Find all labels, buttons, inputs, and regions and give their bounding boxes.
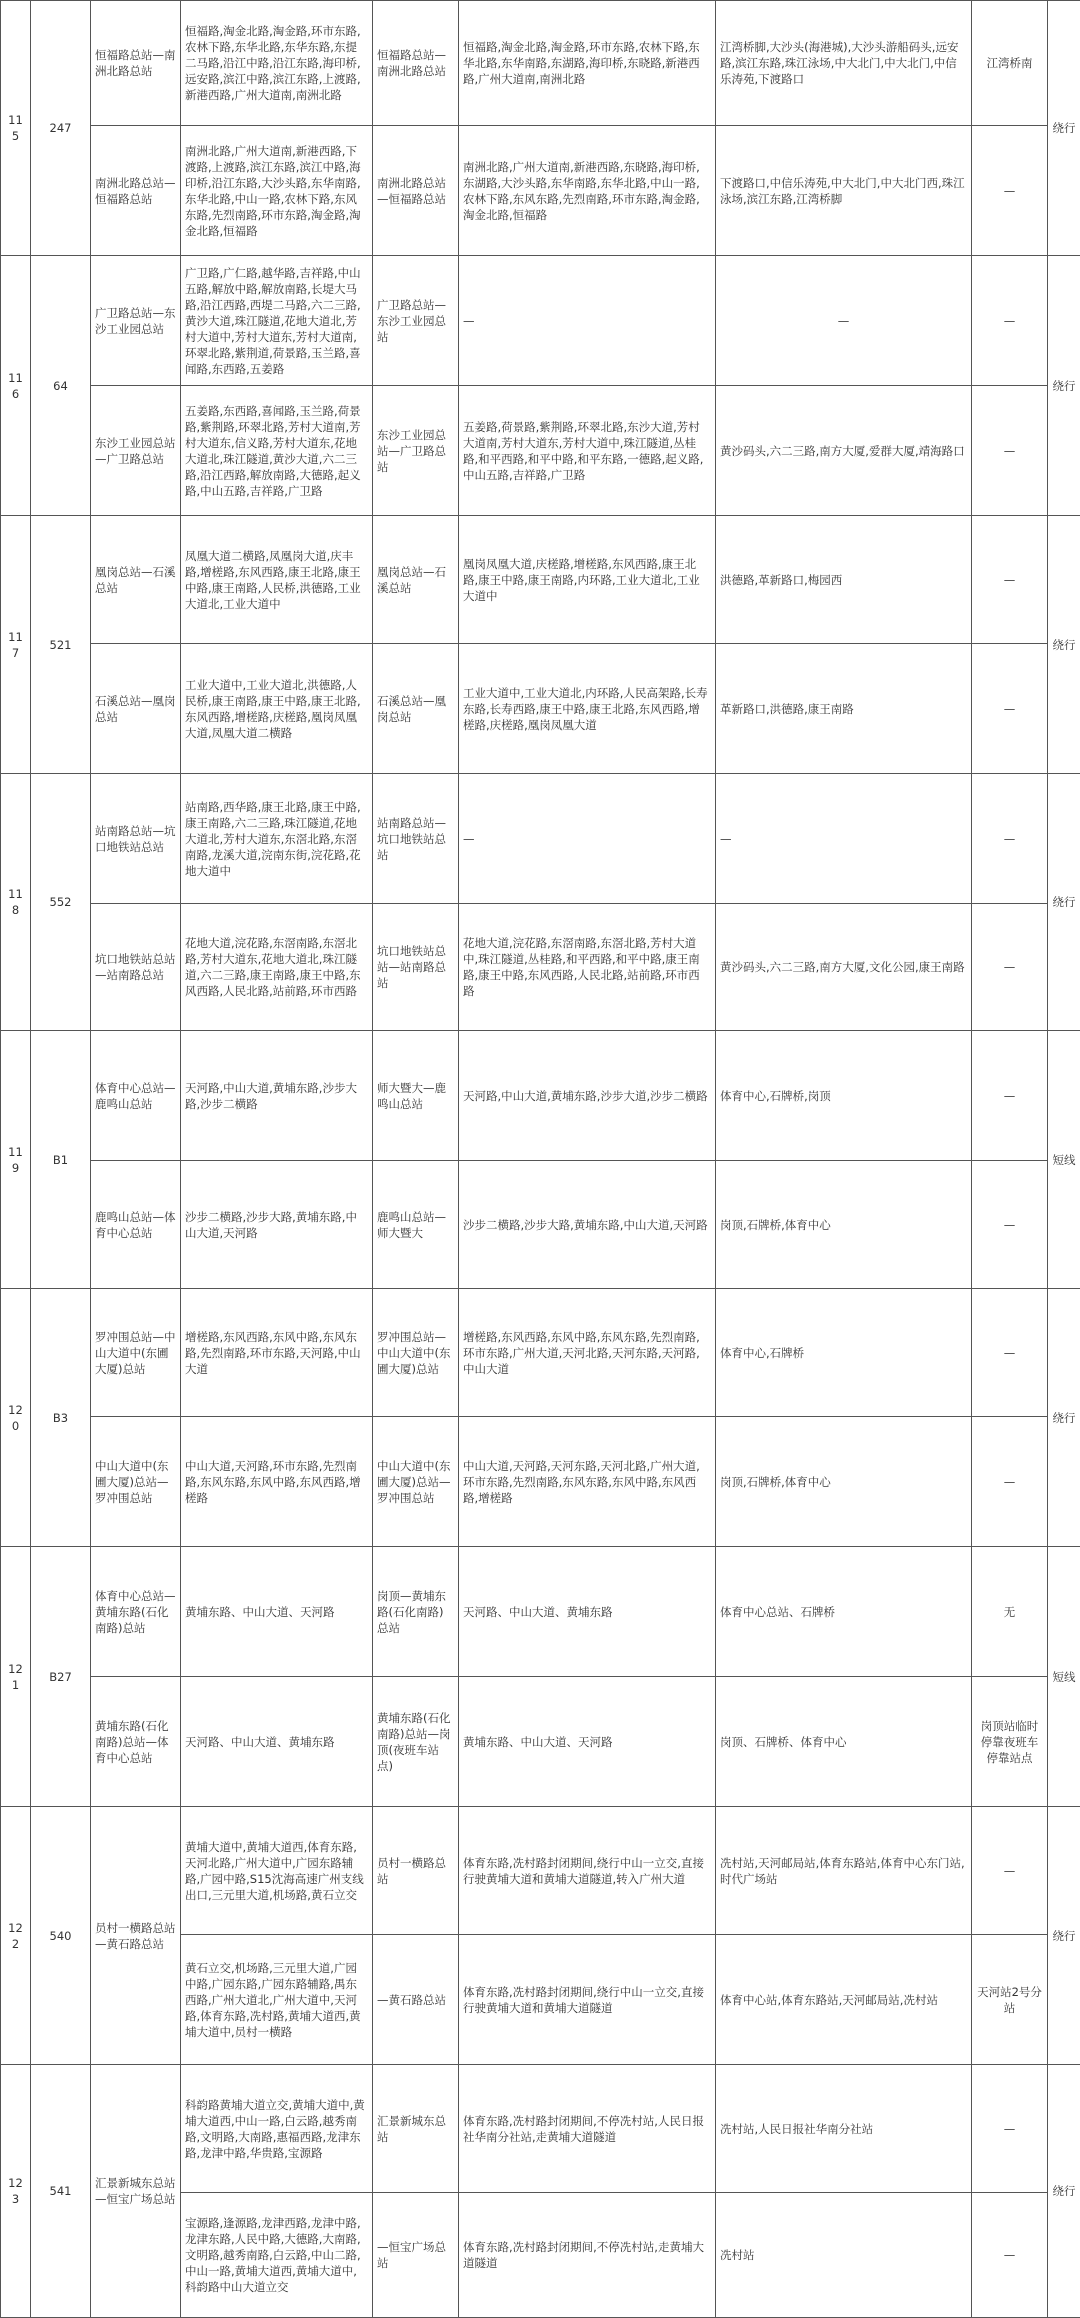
row-number: 122 bbox=[1, 1807, 31, 2065]
adjusted-direction: 东沙工业园总站—广卫路总站 bbox=[373, 386, 459, 516]
route-direction: 中山大道中(东圃大厦)总站—罗冲围总站 bbox=[91, 1417, 181, 1547]
original-route: 科韵路黄埔大道立交,黄埔大道中,黄埔大道西,中山一路,白云路,越秀南路,文明路,大南路,惠福西路,龙津东路,龙津中路,华贵路,宝源路 bbox=[181, 2065, 373, 2193]
original-route: 天河路、中山大道、黄埔东路 bbox=[181, 1677, 373, 1807]
row-number: 121 bbox=[1, 1547, 31, 1807]
original-route: 天河路,中山大道,黄埔东路,沙步大路,沙步二横路 bbox=[181, 1031, 373, 1161]
cancelled-stops: 岗顶,石牌桥,体育中心 bbox=[716, 1161, 972, 1289]
adjusted-direction: 石溪总站—凰岗总站 bbox=[373, 644, 459, 774]
cancelled-stops: 冼村站,天河邮局站,体育东路站,体育中心东门站,时代广场站 bbox=[716, 1807, 972, 1935]
line-number: 540 bbox=[31, 1807, 91, 2065]
table-row bbox=[1, 2065, 1080, 2193]
adjusted-direction: 员村一横路总站 bbox=[373, 1807, 459, 1935]
cancelled-stops: 黄沙码头,六二三路,南方大厦,爱群大厦,靖海路口 bbox=[716, 386, 972, 516]
adjustment-type: 绕行 bbox=[1048, 516, 1080, 774]
route-direction: 体育中心总站—黄埔东路(石化南路)总站 bbox=[91, 1547, 181, 1677]
table-row bbox=[1, 1807, 1080, 1935]
table-row bbox=[1, 126, 1080, 256]
route-direction: 黄埔东路(石化南路)总站—体育中心总站 bbox=[91, 1677, 181, 1807]
table-row bbox=[1, 386, 1080, 516]
route-direction: 恒福路总站—南洲北路总站 bbox=[91, 1, 181, 126]
route-direction: 体育中心总站—鹿鸣山总站 bbox=[91, 1031, 181, 1161]
table-row bbox=[1, 1547, 1080, 1677]
detour-route: 黄埔东路、中山大道、天河路 bbox=[459, 1677, 716, 1807]
table-row bbox=[1, 1161, 1080, 1289]
original-route: 增槎路,东风西路,东风中路,东风东路,先烈南路,环市东路,天河路,中山大道 bbox=[181, 1289, 373, 1417]
original-route: 花地大道,浣花路,东滘南路,东滘北路,芳村大道东,花地大道北,珠江隧道,六二三路,康王南路,康王中路,东风西路,人民北路,站前路,环市西路 bbox=[181, 904, 373, 1031]
remark: — bbox=[972, 386, 1048, 516]
adjusted-direction: 鹿鸣山总站—师大暨大 bbox=[373, 1161, 459, 1289]
detour-route: 体育东路,冼村路封闭期间,不停冼村站,走黄埔大道隧道 bbox=[459, 2193, 716, 2318]
table-row bbox=[1, 1677, 1080, 1807]
cancelled-stops: 下渡路口,中信乐涛苑,中大北门,中大北门西,珠江泳场,滨江东路,江湾桥脚 bbox=[716, 126, 972, 256]
original-route: 沙步二横路,沙步大路,黄埔东路,中山大道,天河路 bbox=[181, 1161, 373, 1289]
original-route: 黄埔东路、中山大道、天河路 bbox=[181, 1547, 373, 1677]
detour-route: 恒福路,淘金北路,淘金路,环市东路,农林下路,东华北路,东华南路,东湖路,海印桥,东晓路,新港西路,广州大道南,南洲北路 bbox=[459, 1, 716, 126]
cancelled-stops: 体育中心,石牌桥 bbox=[716, 1289, 972, 1417]
adjustment-type: 绕行 bbox=[1048, 774, 1080, 1031]
route-direction: 凰岗总站—石溪总站 bbox=[91, 516, 181, 644]
line-number: 521 bbox=[31, 516, 91, 774]
row-number: 123 bbox=[1, 2065, 31, 2318]
line-number: 247 bbox=[31, 1, 91, 256]
row-number: 120 bbox=[1, 1289, 31, 1547]
remark: 岗顶站临时停靠夜班车停靠站点 bbox=[972, 1677, 1048, 1807]
adjusted-direction: 师大暨大—鹿鸣山总站 bbox=[373, 1031, 459, 1161]
remark: — bbox=[972, 2065, 1048, 2193]
adjusted-direction: 中山大道中(东圃大厦)总站—罗冲围总站 bbox=[373, 1417, 459, 1547]
adjusted-direction: 岗顶—黄埔东路(石化南路)总站 bbox=[373, 1547, 459, 1677]
cancelled-stops: 岗顶,石牌桥,体育中心 bbox=[716, 1417, 972, 1547]
table-row bbox=[1, 774, 1080, 904]
row-number: 119 bbox=[1, 1031, 31, 1289]
cancelled-stops: 黄沙码头,六二三路,南方大厦,文化公园,康王南路 bbox=[716, 904, 972, 1031]
adjustment-type: 绕行 bbox=[1048, 256, 1080, 516]
route-direction: 站南路总站—坑口地铁站总站 bbox=[91, 774, 181, 904]
table-row bbox=[1, 256, 1080, 386]
remark: — bbox=[972, 774, 1048, 904]
line-number: B27 bbox=[31, 1547, 91, 1807]
adjusted-direction: —恒宝广场总站 bbox=[373, 2193, 459, 2318]
cancelled-stops: 革新路口,洪德路,康王南路 bbox=[716, 644, 972, 774]
cancelled-stops: 岗顶、石牌桥、体育中心 bbox=[716, 1677, 972, 1807]
table-row bbox=[1, 1, 1080, 126]
remark: — bbox=[972, 516, 1048, 644]
line-number: 64 bbox=[31, 256, 91, 516]
original-route: 凤凰大道二横路,凤凰岗大道,庆丰路,增槎路,东风西路,康王北路,康王中路,康王南路,人民桥,洪德路,工业大道北,工业大道中 bbox=[181, 516, 373, 644]
route-direction: 员村一横路总站—黄石路总站 bbox=[91, 1807, 181, 2065]
remark: — bbox=[972, 2193, 1048, 2318]
route-direction: 坑口地铁站总站—站南路总站 bbox=[91, 904, 181, 1031]
remark: — bbox=[972, 1031, 1048, 1161]
detour-route: 南洲北路,广州大道南,新港西路,东晓路,海印桥,东湖路,大沙头路,东华南路,东华北路,中山一路,农林下路,东风东路,先烈南路,环市东路,淘金路,淘金北路,恒福路 bbox=[459, 126, 716, 256]
detour-route: 沙步二横路,沙步大路,黄埔东路,中山大道,天河路 bbox=[459, 1161, 716, 1289]
original-route: 中山大道,天河路,环市东路,先烈南路,东风东路,东风中路,东风西路,增槎路 bbox=[181, 1417, 373, 1547]
cancelled-stops: 江湾桥脚,大沙头(海港城),大沙头游船码头,远安路,滨江东路,珠江泳场,中大北门,中大北门,中信乐涛苑,下渡路口 bbox=[716, 1, 972, 126]
cancelled-stops: 冼村站 bbox=[716, 2193, 972, 2318]
remark: — bbox=[972, 1289, 1048, 1417]
adjusted-direction: 黄埔东路(石化南路)总站—岗顶(夜班车站点) bbox=[373, 1677, 459, 1807]
adjusted-direction: 汇景新城东总站 bbox=[373, 2065, 459, 2193]
original-route: 工业大道中,工业大道北,洪德路,人民桥,康王南路,康王中路,康王北路,东风西路,增槎路,庆槎路,凰岗凤凰大道,凤凰大道二横路 bbox=[181, 644, 373, 774]
route-direction: 鹿鸣山总站—体育中心总站 bbox=[91, 1161, 181, 1289]
adjusted-direction: 坑口地铁站总站—站南路总站 bbox=[373, 904, 459, 1031]
remark: — bbox=[972, 904, 1048, 1031]
detour-route: 天河路、中山大道、黄埔东路 bbox=[459, 1547, 716, 1677]
line-number: B1 bbox=[31, 1031, 91, 1289]
detour-route: 工业大道中,工业大道北,内环路,人民高架路,长寿东路,长寿西路,康王中路,康王北路,东风西路,增槎路,庆槎路,凰岗凤凰大道 bbox=[459, 644, 716, 774]
original-route: 站南路,西华路,康王北路,康王中路,康王南路,六二三路,珠江隧道,花地大道北,芳村大道东,东滘北路,东滘南路,龙溪大道,浣南东街,浣花路,花地大道中 bbox=[181, 774, 373, 904]
original-route: 五姜路,东西路,喜闻路,玉兰路,荷景路,紫荆路,环翠北路,芳村大道南,芳村大道东,信义路,芳村大道东,花地大道北,珠江隧道,黄沙大道,六二三路,沿江西路,解放南路,大德路,起义路,中山五路,吉祥路,广卫路 bbox=[181, 386, 373, 516]
adjusted-direction: 凰岗总站—石溪总站 bbox=[373, 516, 459, 644]
row-number: 115 bbox=[1, 1, 31, 256]
adjustment-type: 短线 bbox=[1048, 1547, 1080, 1807]
detour-route: 体育东路,冼村路封闭期间,绕行中山一立交,直接行驶黄埔大道和黄埔大道隧道,转入广州大道 bbox=[459, 1807, 716, 1935]
adjustment-type: 短线 bbox=[1048, 1031, 1080, 1289]
detour-route: — bbox=[459, 774, 716, 904]
route-direction: 罗冲围总站—中山大道中(东圃大厦)总站 bbox=[91, 1289, 181, 1417]
detour-route: 凰岗凤凰大道,庆槎路,增槎路,东风西路,康王北路,康王中路,康王南路,内环路,工业大道北,工业大道中 bbox=[459, 516, 716, 644]
remark: — bbox=[972, 1161, 1048, 1289]
adjusted-direction: 恒福路总站—南洲北路总站 bbox=[373, 1, 459, 126]
cancelled-stops: 冼村站,人民日报社华南分社站 bbox=[716, 2065, 972, 2193]
remark: 无 bbox=[972, 1547, 1048, 1677]
original-route: 黄石立交,机场路,三元里大道,广园中路,广园东路,广园东路辅路,禺东西路,广州大道北,广州大道中,天河路,体育东路,冼村路,黄埔大道西,黄埔大道中,员村一横路 bbox=[181, 1935, 373, 2065]
table-row bbox=[1, 904, 1080, 1031]
detour-route: 体育东路,冼村路封闭期间,不停冼村站,人民日报社华南分社站,走黄埔大道隧道 bbox=[459, 2065, 716, 2193]
detour-route: 花地大道,浣花路,东滘南路,东滘北路,芳村大道中,珠江隧道,丛桂路,和平西路,和平中路,康王南路,康王中路,东风西路,人民北路,站前路,环市西路 bbox=[459, 904, 716, 1031]
cancelled-stops: — bbox=[716, 256, 972, 386]
adjustment-type: 绕行 bbox=[1048, 1289, 1080, 1547]
remark: — bbox=[972, 126, 1048, 256]
row-number: 117 bbox=[1, 516, 31, 774]
adjusted-direction: 站南路总站—坑口地铁站总站 bbox=[373, 774, 459, 904]
cancelled-stops: 洪德路,革新路口,梅园西 bbox=[716, 516, 972, 644]
adjustment-type: 绕行 bbox=[1048, 1807, 1080, 2065]
table-row bbox=[1, 516, 1080, 644]
detour-route: 增槎路,东风西路,东风中路,东风东路,先烈南路,环市东路,广州大道,天河北路,天河东路,天河路,中山大道 bbox=[459, 1289, 716, 1417]
route-direction: 广卫路总站—东沙工业园总站 bbox=[91, 256, 181, 386]
original-route: 广卫路,广仁路,越华路,吉祥路,中山五路,解放中路,解放南路,长堤大马路,沿江西路,西堤二马路,六二三路,黄沙大道,珠江隧道,花地大道北,芳村大道中,芳村大道东,芳村大道南,环翠北路,紫荆道,荷景路,玉兰路,喜闻路,东西路,五姜路 bbox=[181, 256, 373, 386]
route-direction: 汇景新城东总站—恒宝广场总站 bbox=[91, 2065, 181, 2318]
route-direction: 南洲北路总站—恒福路总站 bbox=[91, 126, 181, 256]
line-number: B3 bbox=[31, 1289, 91, 1547]
table-row bbox=[1, 1417, 1080, 1547]
row-number: 118 bbox=[1, 774, 31, 1031]
adjustment-type: 绕行 bbox=[1048, 1, 1080, 256]
cancelled-stops: 体育中心总站、石牌桥 bbox=[716, 1547, 972, 1677]
table-row bbox=[1, 1289, 1080, 1417]
adjustment-type: 绕行 bbox=[1048, 2065, 1080, 2318]
remark: — bbox=[972, 1807, 1048, 1935]
original-route: 宝源路,逢源路,龙津西路,龙津中路,龙津东路,人民中路,大德路,大南路,文明路,越秀南路,白云路,中山二路,中山一路,黄埔大道西,黄埔大道中,科韵路中山大道立交 bbox=[181, 2193, 373, 2318]
row-number: 116 bbox=[1, 256, 31, 516]
table-row bbox=[1, 1031, 1080, 1161]
route-direction: 石溪总站—凰岗总站 bbox=[91, 644, 181, 774]
detour-route: 天河路,中山大道,黄埔东路,沙步大道,沙步二横路 bbox=[459, 1031, 716, 1161]
line-number: 552 bbox=[31, 774, 91, 1031]
adjusted-direction: 广卫路总站—东沙工业园总站 bbox=[373, 256, 459, 386]
detour-route: 体育东路,冼村路封闭期间,绕行中山一立交,直接行驶黄埔大道和黄埔大道隧道 bbox=[459, 1935, 716, 2065]
route-direction: 东沙工业园总站—广卫路总站 bbox=[91, 386, 181, 516]
cancelled-stops: — bbox=[716, 774, 972, 904]
remark: — bbox=[972, 1417, 1048, 1547]
remark: 天河站2号分站 bbox=[972, 1935, 1048, 2065]
remark: — bbox=[972, 644, 1048, 774]
table-row bbox=[1, 644, 1080, 774]
remark: — bbox=[972, 256, 1048, 386]
cancelled-stops: 体育中心,石牌桥,岗顶 bbox=[716, 1031, 972, 1161]
original-route: 黄埔大道中,黄埔大道西,体育东路,天河北路,广州大道中,广园东路辅路,广园中路,S15沈海高速广州支线出口,三元里大道,机场路,黄石立交 bbox=[181, 1807, 373, 1935]
detour-route: — bbox=[459, 256, 716, 386]
cancelled-stops: 体育中心站,体育东路站,天河邮局站,冼村站 bbox=[716, 1935, 972, 2065]
adjusted-direction: 罗冲围总站—中山大道中(东圃大厦)总站 bbox=[373, 1289, 459, 1417]
adjusted-direction: —黄石路总站 bbox=[373, 1935, 459, 2065]
remark: 江湾桥南 bbox=[972, 1, 1048, 126]
original-route: 南洲北路,广州大道南,新港西路,下渡路,上渡路,滨江东路,滨江中路,海印桥,沿江东路,大沙头路,东华南路,东华北路,中山一路,农林下路,东风东路,先烈南路,环市东路,淘金路,淘金北路,恒福路 bbox=[181, 126, 373, 256]
detour-route: 五姜路,荷景路,紫荆路,环翠北路,东沙大道,芳村大道南,芳村大道东,芳村大道中,珠江隧道,丛桂路,和平西路,和平中路,和平东路,一德路,起义路,中山五路,吉祥路,广卫路 bbox=[459, 386, 716, 516]
detour-route: 中山大道,天河路,天河东路,天河北路,广州大道,环市东路,先烈南路,东风东路,东风中路,东风西路,增槎路 bbox=[459, 1417, 716, 1547]
adjusted-direction: 南洲北路总站—恒福路总站 bbox=[373, 126, 459, 256]
line-number: 541 bbox=[31, 2065, 91, 2318]
original-route: 恒福路,淘金北路,淘金路,环市东路,农林下路,东华北路,东华东路,东提二马路,沿江中路,沿江东路,海印桥,远安路,滨江中路,滨江东路,上渡路,新港西路,广州大道南,南洲北路 bbox=[181, 1, 373, 126]
